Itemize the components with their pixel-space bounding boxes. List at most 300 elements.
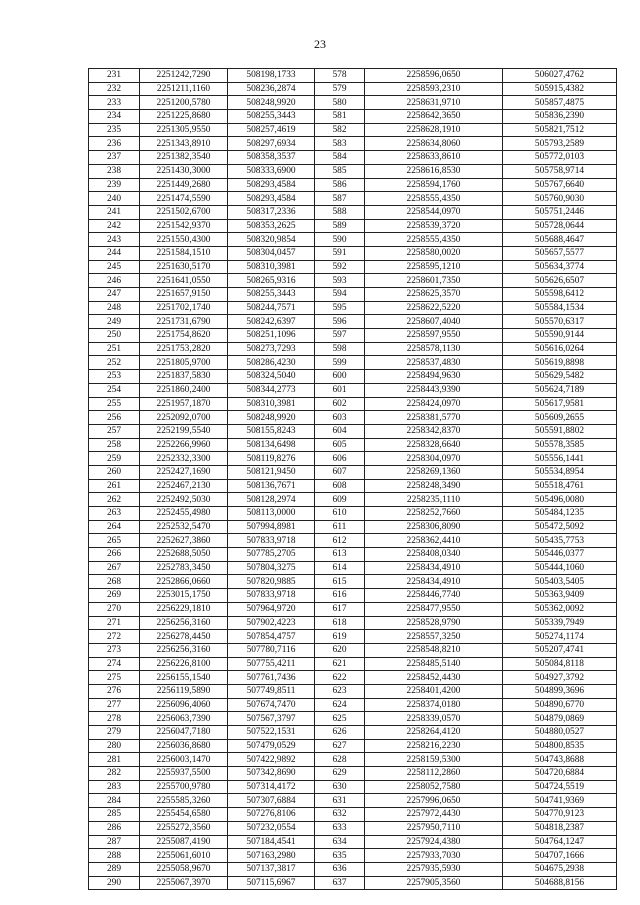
point-number-left-cell: 231 bbox=[89, 69, 140, 83]
x-coordinate-left-cell: 2256003,1470 bbox=[140, 753, 228, 767]
point-number-left-cell: 235 bbox=[89, 123, 140, 137]
x-coordinate-right-cell: 2258485,5140 bbox=[365, 657, 503, 671]
table-row bbox=[89, 835, 617, 849]
x-coordinate-left-cell: 2251242,7290 bbox=[140, 69, 228, 83]
y-coordinate-right-cell: 505362,0092 bbox=[503, 602, 617, 616]
y-coordinate-left-cell: 508320,9854 bbox=[228, 233, 315, 247]
x-coordinate-left-cell: 2252627,3860 bbox=[140, 534, 228, 548]
x-coordinate-left-cell: 2255061,6010 bbox=[140, 849, 228, 863]
point-number-right-cell: 616 bbox=[315, 589, 365, 603]
x-coordinate-right-cell: 2258528,9790 bbox=[365, 616, 503, 630]
y-coordinate-left-cell: 507137,3817 bbox=[228, 862, 315, 876]
y-coordinate-left-cell: 508344,2773 bbox=[228, 383, 315, 397]
x-coordinate-left-cell: 2252455,4980 bbox=[140, 507, 228, 521]
x-coordinate-right-cell: 2258580,0020 bbox=[365, 246, 503, 260]
y-coordinate-left-cell: 508353,2625 bbox=[228, 219, 315, 233]
point-number-left-cell: 248 bbox=[89, 301, 140, 315]
x-coordinate-left-cell: 2256229,1810 bbox=[140, 602, 228, 616]
y-coordinate-left-cell: 508236,2874 bbox=[228, 82, 315, 96]
point-number-right-cell: 586 bbox=[315, 178, 365, 192]
y-coordinate-right-cell: 505836,2390 bbox=[503, 110, 617, 124]
x-coordinate-left-cell: 2251657,9150 bbox=[140, 288, 228, 302]
x-coordinate-left-cell: 2253015,1750 bbox=[140, 589, 228, 603]
x-coordinate-right-cell: 2257924,4380 bbox=[365, 835, 503, 849]
x-coordinate-right-cell: 2258622,5220 bbox=[365, 301, 503, 315]
x-coordinate-right-cell: 2258477,9550 bbox=[365, 602, 503, 616]
table-row bbox=[89, 356, 617, 370]
table-row bbox=[89, 726, 617, 740]
point-number-right-cell: 581 bbox=[315, 110, 365, 124]
point-number-left-cell: 242 bbox=[89, 219, 140, 233]
table-row bbox=[89, 849, 617, 863]
y-coordinate-left-cell: 508293,4584 bbox=[228, 178, 315, 192]
x-coordinate-right-cell: 2258264,4120 bbox=[365, 726, 503, 740]
y-coordinate-left-cell: 507761,7436 bbox=[228, 671, 315, 685]
table-row bbox=[89, 274, 617, 288]
x-coordinate-left-cell: 2252866,0660 bbox=[140, 575, 228, 589]
point-number-left-cell: 263 bbox=[89, 507, 140, 521]
y-coordinate-left-cell: 507479,0529 bbox=[228, 739, 315, 753]
point-number-right-cell: 582 bbox=[315, 123, 365, 137]
y-coordinate-right-cell: 505772,0103 bbox=[503, 151, 617, 165]
y-coordinate-left-cell: 508244,7571 bbox=[228, 301, 315, 315]
table-row bbox=[89, 123, 617, 137]
y-coordinate-right-cell: 505626,6507 bbox=[503, 274, 617, 288]
coordinates-table-body bbox=[89, 69, 617, 890]
point-number-left-cell: 288 bbox=[89, 849, 140, 863]
y-coordinate-left-cell: 507422,9892 bbox=[228, 753, 315, 767]
y-coordinate-right-cell: 505760,9030 bbox=[503, 192, 617, 206]
x-coordinate-right-cell: 2258548,8210 bbox=[365, 643, 503, 657]
y-coordinate-right-cell: 504720,6884 bbox=[503, 767, 617, 781]
point-number-left-cell: 289 bbox=[89, 862, 140, 876]
y-coordinate-right-cell: 504770,9123 bbox=[503, 808, 617, 822]
x-coordinate-left-cell: 2251753,2820 bbox=[140, 342, 228, 356]
point-number-left-cell: 281 bbox=[89, 753, 140, 767]
y-coordinate-left-cell: 508155,8243 bbox=[228, 424, 315, 438]
y-coordinate-left-cell: 508198,1733 bbox=[228, 69, 315, 83]
y-coordinate-right-cell: 504741,9369 bbox=[503, 794, 617, 808]
point-number-left-cell: 240 bbox=[89, 192, 140, 206]
y-coordinate-left-cell: 507232,0554 bbox=[228, 821, 315, 835]
y-coordinate-left-cell: 507674,7470 bbox=[228, 698, 315, 712]
x-coordinate-left-cell: 2251200,5780 bbox=[140, 96, 228, 110]
point-number-left-cell: 287 bbox=[89, 835, 140, 849]
point-number-right-cell: 596 bbox=[315, 315, 365, 329]
x-coordinate-right-cell: 2258306,8090 bbox=[365, 520, 503, 534]
table-row bbox=[89, 561, 617, 575]
y-coordinate-left-cell: 508293,4584 bbox=[228, 192, 315, 206]
point-number-right-cell: 597 bbox=[315, 329, 365, 343]
y-coordinate-left-cell: 508310,3981 bbox=[228, 397, 315, 411]
x-coordinate-right-cell: 2258248,3490 bbox=[365, 479, 503, 493]
y-coordinate-left-cell: 508358,3537 bbox=[228, 151, 315, 165]
y-coordinate-left-cell: 507749,8511 bbox=[228, 684, 315, 698]
x-coordinate-right-cell: 2258642,3650 bbox=[365, 110, 503, 124]
y-coordinate-left-cell: 508255,3443 bbox=[228, 288, 315, 302]
point-number-right-cell: 606 bbox=[315, 452, 365, 466]
y-coordinate-left-cell: 508324,5040 bbox=[228, 370, 315, 384]
point-number-left-cell: 237 bbox=[89, 151, 140, 165]
x-coordinate-left-cell: 2251837,5830 bbox=[140, 370, 228, 384]
y-coordinate-left-cell: 508248,9920 bbox=[228, 96, 315, 110]
table-row bbox=[89, 383, 617, 397]
y-coordinate-left-cell: 508248,9920 bbox=[228, 411, 315, 425]
point-number-left-cell: 270 bbox=[89, 602, 140, 616]
x-coordinate-right-cell: 2258601,7350 bbox=[365, 274, 503, 288]
x-coordinate-right-cell: 2258235,1110 bbox=[365, 493, 503, 507]
table-row bbox=[89, 178, 617, 192]
x-coordinate-right-cell: 2258446,7740 bbox=[365, 589, 503, 603]
x-coordinate-right-cell: 2258401,4200 bbox=[365, 684, 503, 698]
table-row bbox=[89, 301, 617, 315]
y-coordinate-right-cell: 504880,0527 bbox=[503, 726, 617, 740]
y-coordinate-left-cell: 507522,1531 bbox=[228, 726, 315, 740]
x-coordinate-right-cell: 2258633,8610 bbox=[365, 151, 503, 165]
x-coordinate-left-cell: 2256063,7390 bbox=[140, 712, 228, 726]
y-coordinate-right-cell: 505472,5092 bbox=[503, 520, 617, 534]
table-row bbox=[89, 602, 617, 616]
point-number-right-cell: 583 bbox=[315, 137, 365, 151]
y-coordinate-right-cell: 505751,2446 bbox=[503, 205, 617, 219]
point-number-left-cell: 244 bbox=[89, 246, 140, 260]
x-coordinate-right-cell: 2258555,4350 bbox=[365, 233, 503, 247]
point-number-left-cell: 233 bbox=[89, 96, 140, 110]
table-row bbox=[89, 794, 617, 808]
point-number-right-cell: 601 bbox=[315, 383, 365, 397]
x-coordinate-left-cell: 2255454,6580 bbox=[140, 808, 228, 822]
point-number-right-cell: 579 bbox=[315, 82, 365, 96]
point-number-right-cell: 598 bbox=[315, 342, 365, 356]
x-coordinate-left-cell: 2252092,0700 bbox=[140, 411, 228, 425]
x-coordinate-left-cell: 2256278,4450 bbox=[140, 630, 228, 644]
table-row bbox=[89, 821, 617, 835]
point-number-right-cell: 589 bbox=[315, 219, 365, 233]
y-coordinate-left-cell: 507163,2980 bbox=[228, 849, 315, 863]
point-number-left-cell: 234 bbox=[89, 110, 140, 124]
table-row bbox=[89, 329, 617, 343]
y-coordinate-right-cell: 505403,5405 bbox=[503, 575, 617, 589]
point-number-right-cell: 609 bbox=[315, 493, 365, 507]
x-coordinate-right-cell: 2258362,4410 bbox=[365, 534, 503, 548]
point-number-right-cell: 600 bbox=[315, 370, 365, 384]
point-number-left-cell: 247 bbox=[89, 288, 140, 302]
point-number-right-cell: 604 bbox=[315, 424, 365, 438]
y-coordinate-left-cell: 507780,7116 bbox=[228, 643, 315, 657]
y-coordinate-right-cell: 505518,4761 bbox=[503, 479, 617, 493]
y-coordinate-right-cell: 504890,6770 bbox=[503, 698, 617, 712]
x-coordinate-left-cell: 2251630,5170 bbox=[140, 260, 228, 274]
y-coordinate-right-cell: 505591,8802 bbox=[503, 424, 617, 438]
x-coordinate-left-cell: 2256155,1540 bbox=[140, 671, 228, 685]
table-row bbox=[89, 465, 617, 479]
y-coordinate-right-cell: 505484,1235 bbox=[503, 507, 617, 521]
x-coordinate-left-cell: 2251731,6790 bbox=[140, 315, 228, 329]
x-coordinate-right-cell: 2258634,8060 bbox=[365, 137, 503, 151]
y-coordinate-right-cell: 505634,3774 bbox=[503, 260, 617, 274]
x-coordinate-right-cell: 2258631,9710 bbox=[365, 96, 503, 110]
y-coordinate-left-cell: 508251,1096 bbox=[228, 329, 315, 343]
point-number-right-cell: 623 bbox=[315, 684, 365, 698]
point-number-left-cell: 249 bbox=[89, 315, 140, 329]
point-number-left-cell: 236 bbox=[89, 137, 140, 151]
x-coordinate-left-cell: 2251860,2400 bbox=[140, 383, 228, 397]
x-coordinate-left-cell: 2252199,5540 bbox=[140, 424, 228, 438]
point-number-right-cell: 615 bbox=[315, 575, 365, 589]
point-number-right-cell: 626 bbox=[315, 726, 365, 740]
point-number-right-cell: 587 bbox=[315, 192, 365, 206]
x-coordinate-right-cell: 2258443,9390 bbox=[365, 383, 503, 397]
y-coordinate-right-cell: 505688,4647 bbox=[503, 233, 617, 247]
x-coordinate-left-cell: 2255087,4190 bbox=[140, 835, 228, 849]
y-coordinate-right-cell: 504879,0869 bbox=[503, 712, 617, 726]
table-row bbox=[89, 151, 617, 165]
x-coordinate-left-cell: 2255272,3560 bbox=[140, 821, 228, 835]
y-coordinate-right-cell: 504675,2938 bbox=[503, 862, 617, 876]
x-coordinate-left-cell: 2251702,1740 bbox=[140, 301, 228, 315]
x-coordinate-left-cell: 2255937,5500 bbox=[140, 767, 228, 781]
point-number-right-cell: 634 bbox=[315, 835, 365, 849]
table-row bbox=[89, 82, 617, 96]
point-number-right-cell: 630 bbox=[315, 780, 365, 794]
y-coordinate-left-cell: 507115,6967 bbox=[228, 876, 315, 890]
y-coordinate-left-cell: 507184,4541 bbox=[228, 835, 315, 849]
table-row bbox=[89, 808, 617, 822]
x-coordinate-right-cell: 2258593,2310 bbox=[365, 82, 503, 96]
point-number-left-cell: 282 bbox=[89, 767, 140, 781]
point-number-left-cell: 276 bbox=[89, 684, 140, 698]
x-coordinate-right-cell: 2258252,7660 bbox=[365, 507, 503, 521]
point-number-left-cell: 255 bbox=[89, 397, 140, 411]
point-number-left-cell: 251 bbox=[89, 342, 140, 356]
point-number-left-cell: 243 bbox=[89, 233, 140, 247]
x-coordinate-right-cell: 2257933,7030 bbox=[365, 849, 503, 863]
x-coordinate-left-cell: 2251805,9700 bbox=[140, 356, 228, 370]
point-number-right-cell: 636 bbox=[315, 862, 365, 876]
x-coordinate-right-cell: 2258539,3720 bbox=[365, 219, 503, 233]
table-row bbox=[89, 671, 617, 685]
point-number-right-cell: 610 bbox=[315, 507, 365, 521]
x-coordinate-left-cell: 2251430,3000 bbox=[140, 164, 228, 178]
y-coordinate-right-cell: 505624,7189 bbox=[503, 383, 617, 397]
point-number-left-cell: 259 bbox=[89, 452, 140, 466]
x-coordinate-left-cell: 2251225,8680 bbox=[140, 110, 228, 124]
y-coordinate-right-cell: 505534,8954 bbox=[503, 465, 617, 479]
table-row bbox=[89, 164, 617, 178]
point-number-right-cell: 584 bbox=[315, 151, 365, 165]
y-coordinate-right-cell: 505590,9144 bbox=[503, 329, 617, 343]
x-coordinate-left-cell: 2251641,0550 bbox=[140, 274, 228, 288]
y-coordinate-right-cell: 504764,1247 bbox=[503, 835, 617, 849]
point-number-left-cell: 279 bbox=[89, 726, 140, 740]
x-coordinate-right-cell: 2258544,0970 bbox=[365, 205, 503, 219]
point-number-left-cell: 246 bbox=[89, 274, 140, 288]
point-number-left-cell: 245 bbox=[89, 260, 140, 274]
y-coordinate-right-cell: 505598,6412 bbox=[503, 288, 617, 302]
x-coordinate-left-cell: 2256036,8680 bbox=[140, 739, 228, 753]
point-number-left-cell: 280 bbox=[89, 739, 140, 753]
y-coordinate-right-cell: 505444,1060 bbox=[503, 561, 617, 575]
x-coordinate-right-cell: 2258595,1210 bbox=[365, 260, 503, 274]
point-number-right-cell: 633 bbox=[315, 821, 365, 835]
point-number-left-cell: 264 bbox=[89, 520, 140, 534]
table-row bbox=[89, 438, 617, 452]
x-coordinate-right-cell: 2258159,5300 bbox=[365, 753, 503, 767]
y-coordinate-left-cell: 507833,9718 bbox=[228, 589, 315, 603]
y-coordinate-left-cell: 508333,6900 bbox=[228, 164, 315, 178]
y-coordinate-left-cell: 508273,7293 bbox=[228, 342, 315, 356]
y-coordinate-right-cell: 505584,1534 bbox=[503, 301, 617, 315]
table-row bbox=[89, 205, 617, 219]
x-coordinate-left-cell: 2256096,4060 bbox=[140, 698, 228, 712]
y-coordinate-left-cell: 507755,4211 bbox=[228, 657, 315, 671]
x-coordinate-right-cell: 2258269,1360 bbox=[365, 465, 503, 479]
y-coordinate-right-cell: 504899,3696 bbox=[503, 684, 617, 698]
x-coordinate-right-cell: 2258494,9630 bbox=[365, 370, 503, 384]
x-coordinate-right-cell: 2258339,0570 bbox=[365, 712, 503, 726]
x-coordinate-left-cell: 2256119,5890 bbox=[140, 684, 228, 698]
y-coordinate-right-cell: 505619,8898 bbox=[503, 356, 617, 370]
x-coordinate-left-cell: 2256226,8100 bbox=[140, 657, 228, 671]
y-coordinate-right-cell: 505616,0264 bbox=[503, 342, 617, 356]
y-coordinate-right-cell: 505857,4875 bbox=[503, 96, 617, 110]
y-coordinate-left-cell: 507994,8981 bbox=[228, 520, 315, 534]
x-coordinate-right-cell: 2258304,0970 bbox=[365, 452, 503, 466]
x-coordinate-left-cell: 2251382,3540 bbox=[140, 151, 228, 165]
y-coordinate-right-cell: 505915,4382 bbox=[503, 82, 617, 96]
x-coordinate-left-cell: 2252427,1690 bbox=[140, 465, 228, 479]
y-coordinate-left-cell: 508128,2974 bbox=[228, 493, 315, 507]
table-row bbox=[89, 315, 617, 329]
y-coordinate-left-cell: 508297,6934 bbox=[228, 137, 315, 151]
table-row bbox=[89, 493, 617, 507]
y-coordinate-right-cell: 504743,8688 bbox=[503, 753, 617, 767]
table-row bbox=[89, 589, 617, 603]
x-coordinate-left-cell: 2251754,8620 bbox=[140, 329, 228, 343]
x-coordinate-right-cell: 2258555,4350 bbox=[365, 192, 503, 206]
y-coordinate-left-cell: 507342,8690 bbox=[228, 767, 315, 781]
point-number-left-cell: 284 bbox=[89, 794, 140, 808]
point-number-left-cell: 239 bbox=[89, 178, 140, 192]
table-row bbox=[89, 137, 617, 151]
y-coordinate-right-cell: 505629,5482 bbox=[503, 370, 617, 384]
y-coordinate-left-cell: 508121,9450 bbox=[228, 465, 315, 479]
x-coordinate-left-cell: 2251550,4300 bbox=[140, 233, 228, 247]
y-coordinate-right-cell: 504724,5519 bbox=[503, 780, 617, 794]
table-row bbox=[89, 96, 617, 110]
table-row bbox=[89, 424, 617, 438]
x-coordinate-right-cell: 2258594,1760 bbox=[365, 178, 503, 192]
point-number-left-cell: 252 bbox=[89, 356, 140, 370]
point-number-left-cell: 260 bbox=[89, 465, 140, 479]
x-coordinate-left-cell: 2255058,9670 bbox=[140, 862, 228, 876]
x-coordinate-left-cell: 2251542,9370 bbox=[140, 219, 228, 233]
table-row bbox=[89, 616, 617, 630]
point-number-left-cell: 290 bbox=[89, 876, 140, 890]
point-number-right-cell: 631 bbox=[315, 794, 365, 808]
point-number-right-cell: 590 bbox=[315, 233, 365, 247]
x-coordinate-left-cell: 2252783,3450 bbox=[140, 561, 228, 575]
point-number-right-cell: 588 bbox=[315, 205, 365, 219]
table-row bbox=[89, 698, 617, 712]
coordinates-table bbox=[88, 68, 617, 890]
x-coordinate-right-cell: 2258607,4040 bbox=[365, 315, 503, 329]
point-number-right-cell: 622 bbox=[315, 671, 365, 685]
x-coordinate-right-cell: 2258596,0650 bbox=[365, 69, 503, 83]
point-number-left-cell: 258 bbox=[89, 438, 140, 452]
table-row bbox=[89, 753, 617, 767]
point-number-right-cell: 635 bbox=[315, 849, 365, 863]
point-number-right-cell: 613 bbox=[315, 548, 365, 562]
point-number-left-cell: 273 bbox=[89, 643, 140, 657]
table-row bbox=[89, 712, 617, 726]
point-number-right-cell: 629 bbox=[315, 767, 365, 781]
point-number-right-cell: 595 bbox=[315, 301, 365, 315]
x-coordinate-left-cell: 2251305,9550 bbox=[140, 123, 228, 137]
point-number-left-cell: 232 bbox=[89, 82, 140, 96]
x-coordinate-right-cell: 2257996,0650 bbox=[365, 794, 503, 808]
table-row bbox=[89, 233, 617, 247]
y-coordinate-right-cell: 504818,2387 bbox=[503, 821, 617, 835]
table-row bbox=[89, 342, 617, 356]
x-coordinate-left-cell: 2255067,3970 bbox=[140, 876, 228, 890]
y-coordinate-right-cell: 504707,1666 bbox=[503, 849, 617, 863]
point-number-left-cell: 283 bbox=[89, 780, 140, 794]
point-number-left-cell: 238 bbox=[89, 164, 140, 178]
x-coordinate-left-cell: 2256256,3160 bbox=[140, 616, 228, 630]
x-coordinate-right-cell: 2258616,8530 bbox=[365, 164, 503, 178]
point-number-right-cell: 592 bbox=[315, 260, 365, 274]
y-coordinate-left-cell: 508113,0000 bbox=[228, 507, 315, 521]
y-coordinate-right-cell: 505758,9714 bbox=[503, 164, 617, 178]
point-number-left-cell: 254 bbox=[89, 383, 140, 397]
x-coordinate-left-cell: 2251474,5590 bbox=[140, 192, 228, 206]
x-coordinate-right-cell: 2258578,1130 bbox=[365, 342, 503, 356]
point-number-right-cell: 594 bbox=[315, 288, 365, 302]
table-row bbox=[89, 520, 617, 534]
point-number-right-cell: 605 bbox=[315, 438, 365, 452]
point-number-right-cell: 620 bbox=[315, 643, 365, 657]
point-number-left-cell: 262 bbox=[89, 493, 140, 507]
y-coordinate-left-cell: 507902,4223 bbox=[228, 616, 315, 630]
point-number-left-cell: 277 bbox=[89, 698, 140, 712]
x-coordinate-right-cell: 2258052,7580 bbox=[365, 780, 503, 794]
x-coordinate-left-cell: 2255585,3260 bbox=[140, 794, 228, 808]
x-coordinate-right-cell: 2258374,0180 bbox=[365, 698, 503, 712]
point-number-right-cell: 621 bbox=[315, 657, 365, 671]
table-row bbox=[89, 219, 617, 233]
y-coordinate-right-cell: 505657,5577 bbox=[503, 246, 617, 260]
table-row bbox=[89, 767, 617, 781]
y-coordinate-right-cell: 505728,0644 bbox=[503, 219, 617, 233]
point-number-left-cell: 261 bbox=[89, 479, 140, 493]
table-row bbox=[89, 288, 617, 302]
y-coordinate-right-cell: 505207,4741 bbox=[503, 643, 617, 657]
x-coordinate-left-cell: 2251343,8910 bbox=[140, 137, 228, 151]
y-coordinate-right-cell: 506027,4762 bbox=[503, 69, 617, 83]
x-coordinate-left-cell: 2256047,7180 bbox=[140, 726, 228, 740]
y-coordinate-left-cell: 508317,2336 bbox=[228, 205, 315, 219]
y-coordinate-left-cell: 507785,2705 bbox=[228, 548, 315, 562]
point-number-right-cell: 591 bbox=[315, 246, 365, 260]
x-coordinate-left-cell: 2252532,5470 bbox=[140, 520, 228, 534]
y-coordinate-right-cell: 505496,0080 bbox=[503, 493, 617, 507]
point-number-right-cell: 625 bbox=[315, 712, 365, 726]
x-coordinate-right-cell: 2257972,4430 bbox=[365, 808, 503, 822]
point-number-right-cell: 612 bbox=[315, 534, 365, 548]
point-number-right-cell: 627 bbox=[315, 739, 365, 753]
y-coordinate-left-cell: 507804,3275 bbox=[228, 561, 315, 575]
